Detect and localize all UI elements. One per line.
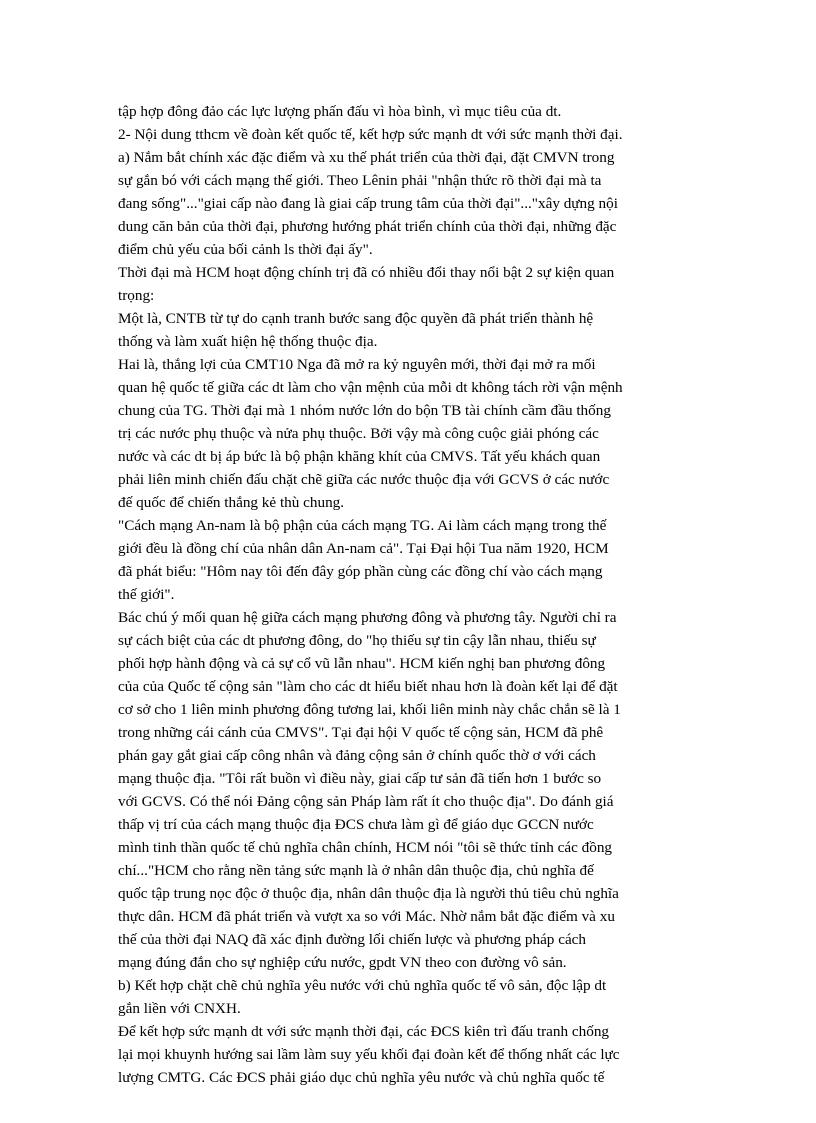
text-line: Hai là, thắng lợi của CMT10 Nga đã mở ra kỷ nguyên mới, thời đại mở ra mối (118, 356, 596, 373)
text-line: tập hợp đông đảo các lực lượng phấn đấu vì hòa bình, vì mục tiêu của dt. (118, 103, 562, 120)
body-text (118, 100, 716, 1089)
text-line: quan hệ quốc tế giữa các dt làm cho vận mệnh của mỗi dt không tách rời vận mệnh (118, 379, 623, 396)
text-line: trị các nước phụ thuộc và nửa phụ thuộc. Bởi vậy mà công cuộc giải phóng các (118, 425, 599, 442)
text-line: thực dân. HCM đã phát triển và vượt xa so với Mác. Nhờ nắm bắt đặc điểm và xu (118, 908, 615, 925)
text-line: dung căn bản của thời đại, phương hướng phát triển chính của thời đại, những đặc (118, 218, 617, 235)
text-line: gắn liền với CNXH. (118, 1000, 241, 1017)
text-line: phán gay gắt giai cấp công nhân và đảng cộng sản ở chính quốc thờ ơ với cách (118, 747, 596, 764)
text-line: cơ sở cho 1 liên minh phương đông tương lai, khối liên minh này chắc chắn sẽ là 1 (118, 701, 621, 718)
text-line: thế giới". (118, 586, 175, 603)
text-line: chung của TG. Thời đại mà 1 nhóm nước lớn do bộn TB tài chính cầm đầu thống (118, 402, 611, 419)
text-line: đã phát biểu: "Hôm nay tôi đến đây góp phần cùng các đồng chí vào cách mạng (118, 563, 603, 580)
text-line: Để kết hợp sức mạnh dt với sức mạnh thời đại, các ĐCS kiên trì đấu tranh chống (118, 1023, 610, 1040)
text-line: 2- Nội dung tthcm về đoàn kết quốc tế, kết hợp sức mạnh dt với sức mạnh thời đại. (118, 126, 623, 143)
text-line: trong những cái cánh của CMVS". Tại đại hội V quốc tế cộng sản, HCM đã phê (118, 724, 604, 741)
text-line: thống và làm xuất hiện hệ thống thuộc địa. (118, 333, 378, 350)
text-line: Bác chú ý mối quan hệ giữa cách mạng phương đông và phương tây. Người chỉ ra (118, 609, 617, 626)
text-line: Thời đại mà HCM hoạt động chính trị đã có nhiều đổi thay nổi bật 2 sự kiện quan (118, 264, 615, 281)
text-line: quốc tập trung nọc độc ở thuộc địa, nhân dân thuộc địa là người thủ tiêu chủ nghĩa (118, 885, 619, 902)
text-line: mình tinh thần quốc tế chủ nghĩa chân chính, HCM nói "tôi sẽ thức tỉnh các đồng (118, 839, 613, 856)
text-line: giới đều là đồng chí của nhân dân An-nam cả". Tại Đại hội Tua năm 1920, HCM (118, 540, 609, 557)
text-line: lượng CMTG. Các ĐCS phải giáo dục chủ nghĩa yêu nước và chủ nghĩa quốc tế (118, 1069, 605, 1086)
text-line: mạng thuộc địa. "Tôi rất buồn vì điều này, giai cấp tư sản đã tiến hơn 1 bước so (118, 770, 602, 787)
text-line: với GCVS. Có thể nói Đảng cộng sản Pháp làm rất ít cho thuộc địa". Do đánh giá (118, 793, 614, 810)
text-line: chí..."HCM cho rằng nền tảng sức mạnh là ở nhân dân thuộc địa, chủ nghĩa đế (118, 862, 594, 879)
text-line: đế quốc để chiến thắng kẻ thù chung. (118, 494, 345, 511)
text-line: a) Nắm bắt chính xác đặc điểm và xu thế phát triển của thời đại, đặt CMVN trong (118, 149, 615, 166)
text-line: sự gắn bó với cách mạng thế giới. Theo Lênin phải "nhận thức rõ thời đại mà ta (118, 172, 602, 189)
text-line: phải liên minh chiến đấu chặt chẽ giữa các nước thuộc địa với GCVS ở các nước (118, 471, 610, 488)
text-line: đang sống"..."giai cấp nào đang là giai cấp trung tâm của thời đại"..."xây dựng nội (118, 195, 618, 212)
text-line: điểm chủ yếu của bối cảnh ls thời đại ấy". (118, 241, 373, 258)
text-line: phối hợp hành động và cả sự cổ vũ lẫn nhau". HCM kiến nghị ban phương đông (118, 655, 606, 672)
text-line: sự cách biệt của các dt phương đông, do "họ thiếu sự tin cậy lẫn nhau, thiếu sự (118, 632, 596, 649)
text-line: lại mọi khuynh hướng sai lầm làm suy yếu khối đại đoàn kết để thống nhất các lực (118, 1046, 620, 1063)
text-line: nước và các dt bị áp bức là bộ phận khăng khít của CMVS. Tất yếu khách quan (118, 448, 601, 465)
text-line: thấp vị trí của cách mạng thuộc địa ĐCS chưa làm gì để giáo dục GCCN nước (118, 816, 594, 833)
text-line: "Cách mạng An-nam là bộ phận của cách mạng TG. Ai làm cách mạng trong thế (118, 517, 607, 534)
text-line: b) Kết hợp chặt chẽ chủ nghĩa yêu nước với chủ nghĩa quốc tế vô sản, độc lập dt (118, 977, 607, 994)
text-line: mạng đúng đắn cho sự nghiệp cứu nước, gpdt VN theo con đường vô sản. (118, 954, 567, 971)
text-line: thế của thời đại NAQ đã xác định đường lối chiến lược và phương pháp cách (118, 931, 587, 948)
text-line: Một là, CNTB từ tự do cạnh tranh bước sang độc quyền đã phát triển thành hệ (118, 310, 594, 327)
text-line: trọng: (118, 287, 155, 304)
text-line: của của Quốc tế cộng sản "làm cho các dt hiểu biết nhau hơn là đoàn kết lại để đặt (118, 678, 618, 695)
